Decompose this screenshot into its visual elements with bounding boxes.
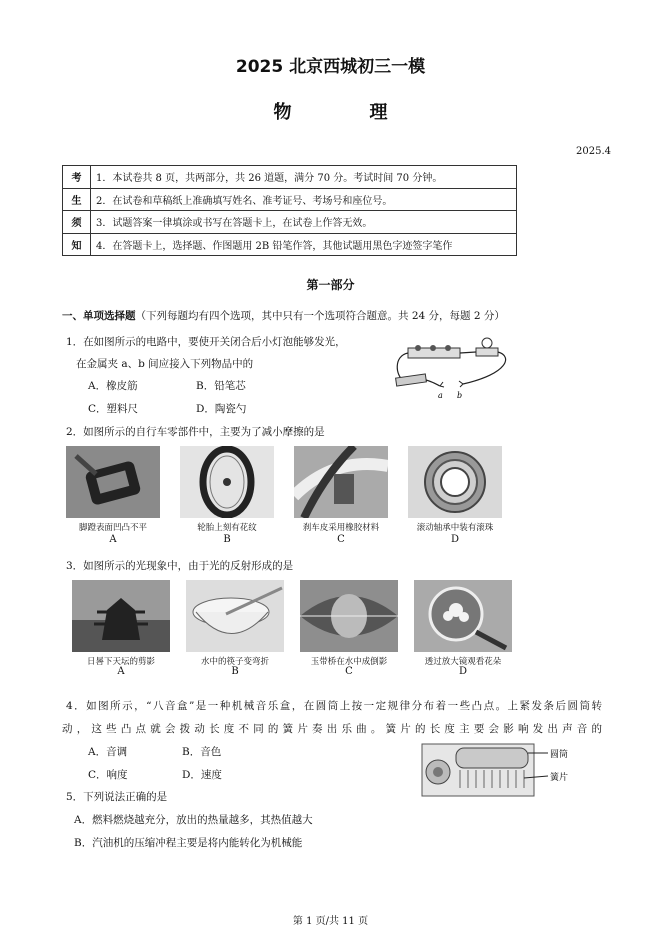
q4-option-a: A．音调: [88, 746, 128, 758]
notice-row: [63, 166, 517, 189]
q4-stem-line2: 动，这些凸点就会拨动长度不同的簧片奏出乐曲。簧片的长度主要会影响发出声音的: [62, 723, 602, 735]
subject-title: 物 理: [273, 102, 418, 123]
exam-notice-table: [62, 165, 517, 256]
q5-stem: 5．下列说法正确的是: [66, 791, 168, 803]
q2-letter-d: D: [450, 534, 460, 545]
q5-option-a: A．燃料燃烧越充分，放出的热量越多，其热值越大: [74, 814, 313, 826]
q1-stem-line2: 在金属夹 a、b 间应接入下列物品中的: [76, 358, 254, 370]
q3-chopsticks-image: [186, 580, 284, 652]
q3-bridge-image: [300, 580, 398, 652]
q3-letter-b: B: [231, 666, 239, 677]
q2-letter-b: B: [223, 534, 231, 545]
reed-label: 簧片: [550, 773, 569, 783]
exam-title: 2025 北京西城初三一模: [235, 57, 426, 77]
q2-letter-a: A: [109, 534, 117, 545]
q1-circuit-figure: [388, 336, 518, 404]
q4-option-d: D．速度: [182, 769, 222, 781]
section-title: 一、单项选择题: [62, 310, 136, 322]
q3-letter-a: A: [117, 666, 125, 677]
cylinder-icon: [456, 748, 528, 768]
q2-caption-c: 刹车皮采用橡胶材料: [302, 523, 380, 533]
bulb-icon: [482, 338, 492, 348]
clip-label-a: a: [438, 391, 443, 400]
exam-date: 2025.4: [576, 146, 611, 157]
q3-caption-c: 玉带桥在水中成倒影: [310, 657, 388, 667]
notice-text: 4．在答题卡上，选择题、作图题用 2B 铅笔作答，其他试题用黑色字迹签字笔作: [91, 233, 517, 256]
q2-tire-image: [180, 446, 274, 518]
q3-letter-d: D: [458, 666, 468, 677]
q4-option-c: C．响度: [88, 769, 128, 781]
notice-key: 须: [63, 211, 91, 234]
q3-stem: 3．如图所示的光现象中，由于光的反射形成的是: [66, 560, 294, 572]
notice-key: 知: [63, 233, 91, 256]
notice-row: [63, 211, 517, 234]
notice-text: 1．本试卷共 8 页，共两部分，共 26 道题，满分 70 分。考试时间 70 分钟。: [91, 166, 517, 189]
q1-option-a: A．橡皮筋: [88, 380, 138, 392]
q4-music-box-figure: [420, 738, 580, 800]
notice-text: 2．在试卷和草稿纸上准确填写姓名、准考证号、考场号和座位号。: [91, 188, 517, 211]
q3-magnifier-image: [414, 580, 512, 652]
q1-option-b: B．铅笔芯: [196, 380, 246, 392]
q3-sundial-image: [72, 580, 170, 652]
switch-icon: [396, 374, 427, 386]
q1-stem-line1: 1．在如图所示的电路中，要使开关闭合后小灯泡能够发光，: [66, 336, 346, 348]
section-heading: [62, 308, 505, 323]
notice-row: [63, 233, 517, 256]
q1-option-c: C．塑料尺: [88, 403, 139, 415]
section-note: （下列每题均有四个选项，其中只有一个选项符合题意。共 24 分，每题 2 分）: [135, 310, 505, 322]
q1-option-d: D．陶瓷勺: [196, 403, 247, 415]
q2-bearing-image: [408, 446, 502, 518]
q4-stem-line1: 4．如图所示，“八音盒”是一种机械音乐盒，在圆筒上按一定规律分布着一些凸点。上紧发条后圆筒转: [66, 700, 602, 712]
q2-caption-b: 轮胎上刻有花纹: [197, 523, 257, 533]
clip-label-b: b: [457, 391, 463, 400]
q2-caption-a: 脚蹬表面凹凸不平: [78, 523, 147, 533]
q2-letter-c: C: [337, 534, 345, 545]
q2-brake-image: [294, 446, 388, 518]
q3-letter-c: C: [345, 666, 353, 677]
page-footer: 第 1 页/共 11 页: [292, 916, 369, 927]
notice-key: 生: [63, 188, 91, 211]
cylinder-label: 圆筒: [550, 750, 569, 760]
q2-caption-d: 滚动轴承中装有滚珠: [416, 523, 494, 533]
q3-caption-b: 水中的筷子变弯折: [200, 657, 269, 667]
notice-row: [63, 188, 517, 211]
q4-option-b: B．音色: [182, 746, 222, 758]
q3-caption-a: 日晷下天坛的剪影: [86, 657, 155, 667]
q5-option-b: B．汽油机的压缩冲程主要是将内能转化为机械能: [74, 837, 303, 849]
notice-key: 考: [63, 166, 91, 189]
part-title: 第一部分: [306, 278, 355, 292]
notice-text: 3．试题答案一律填涂或书写在答题卡上，在试卷上作答无效。: [91, 211, 517, 234]
q2-stem: 2．如图所示的自行车零部件中，主要为了减小摩擦的是: [66, 426, 325, 438]
q2-pedal-image: [66, 446, 160, 518]
q3-caption-d: 透过放大镜观看花朵: [424, 657, 502, 667]
